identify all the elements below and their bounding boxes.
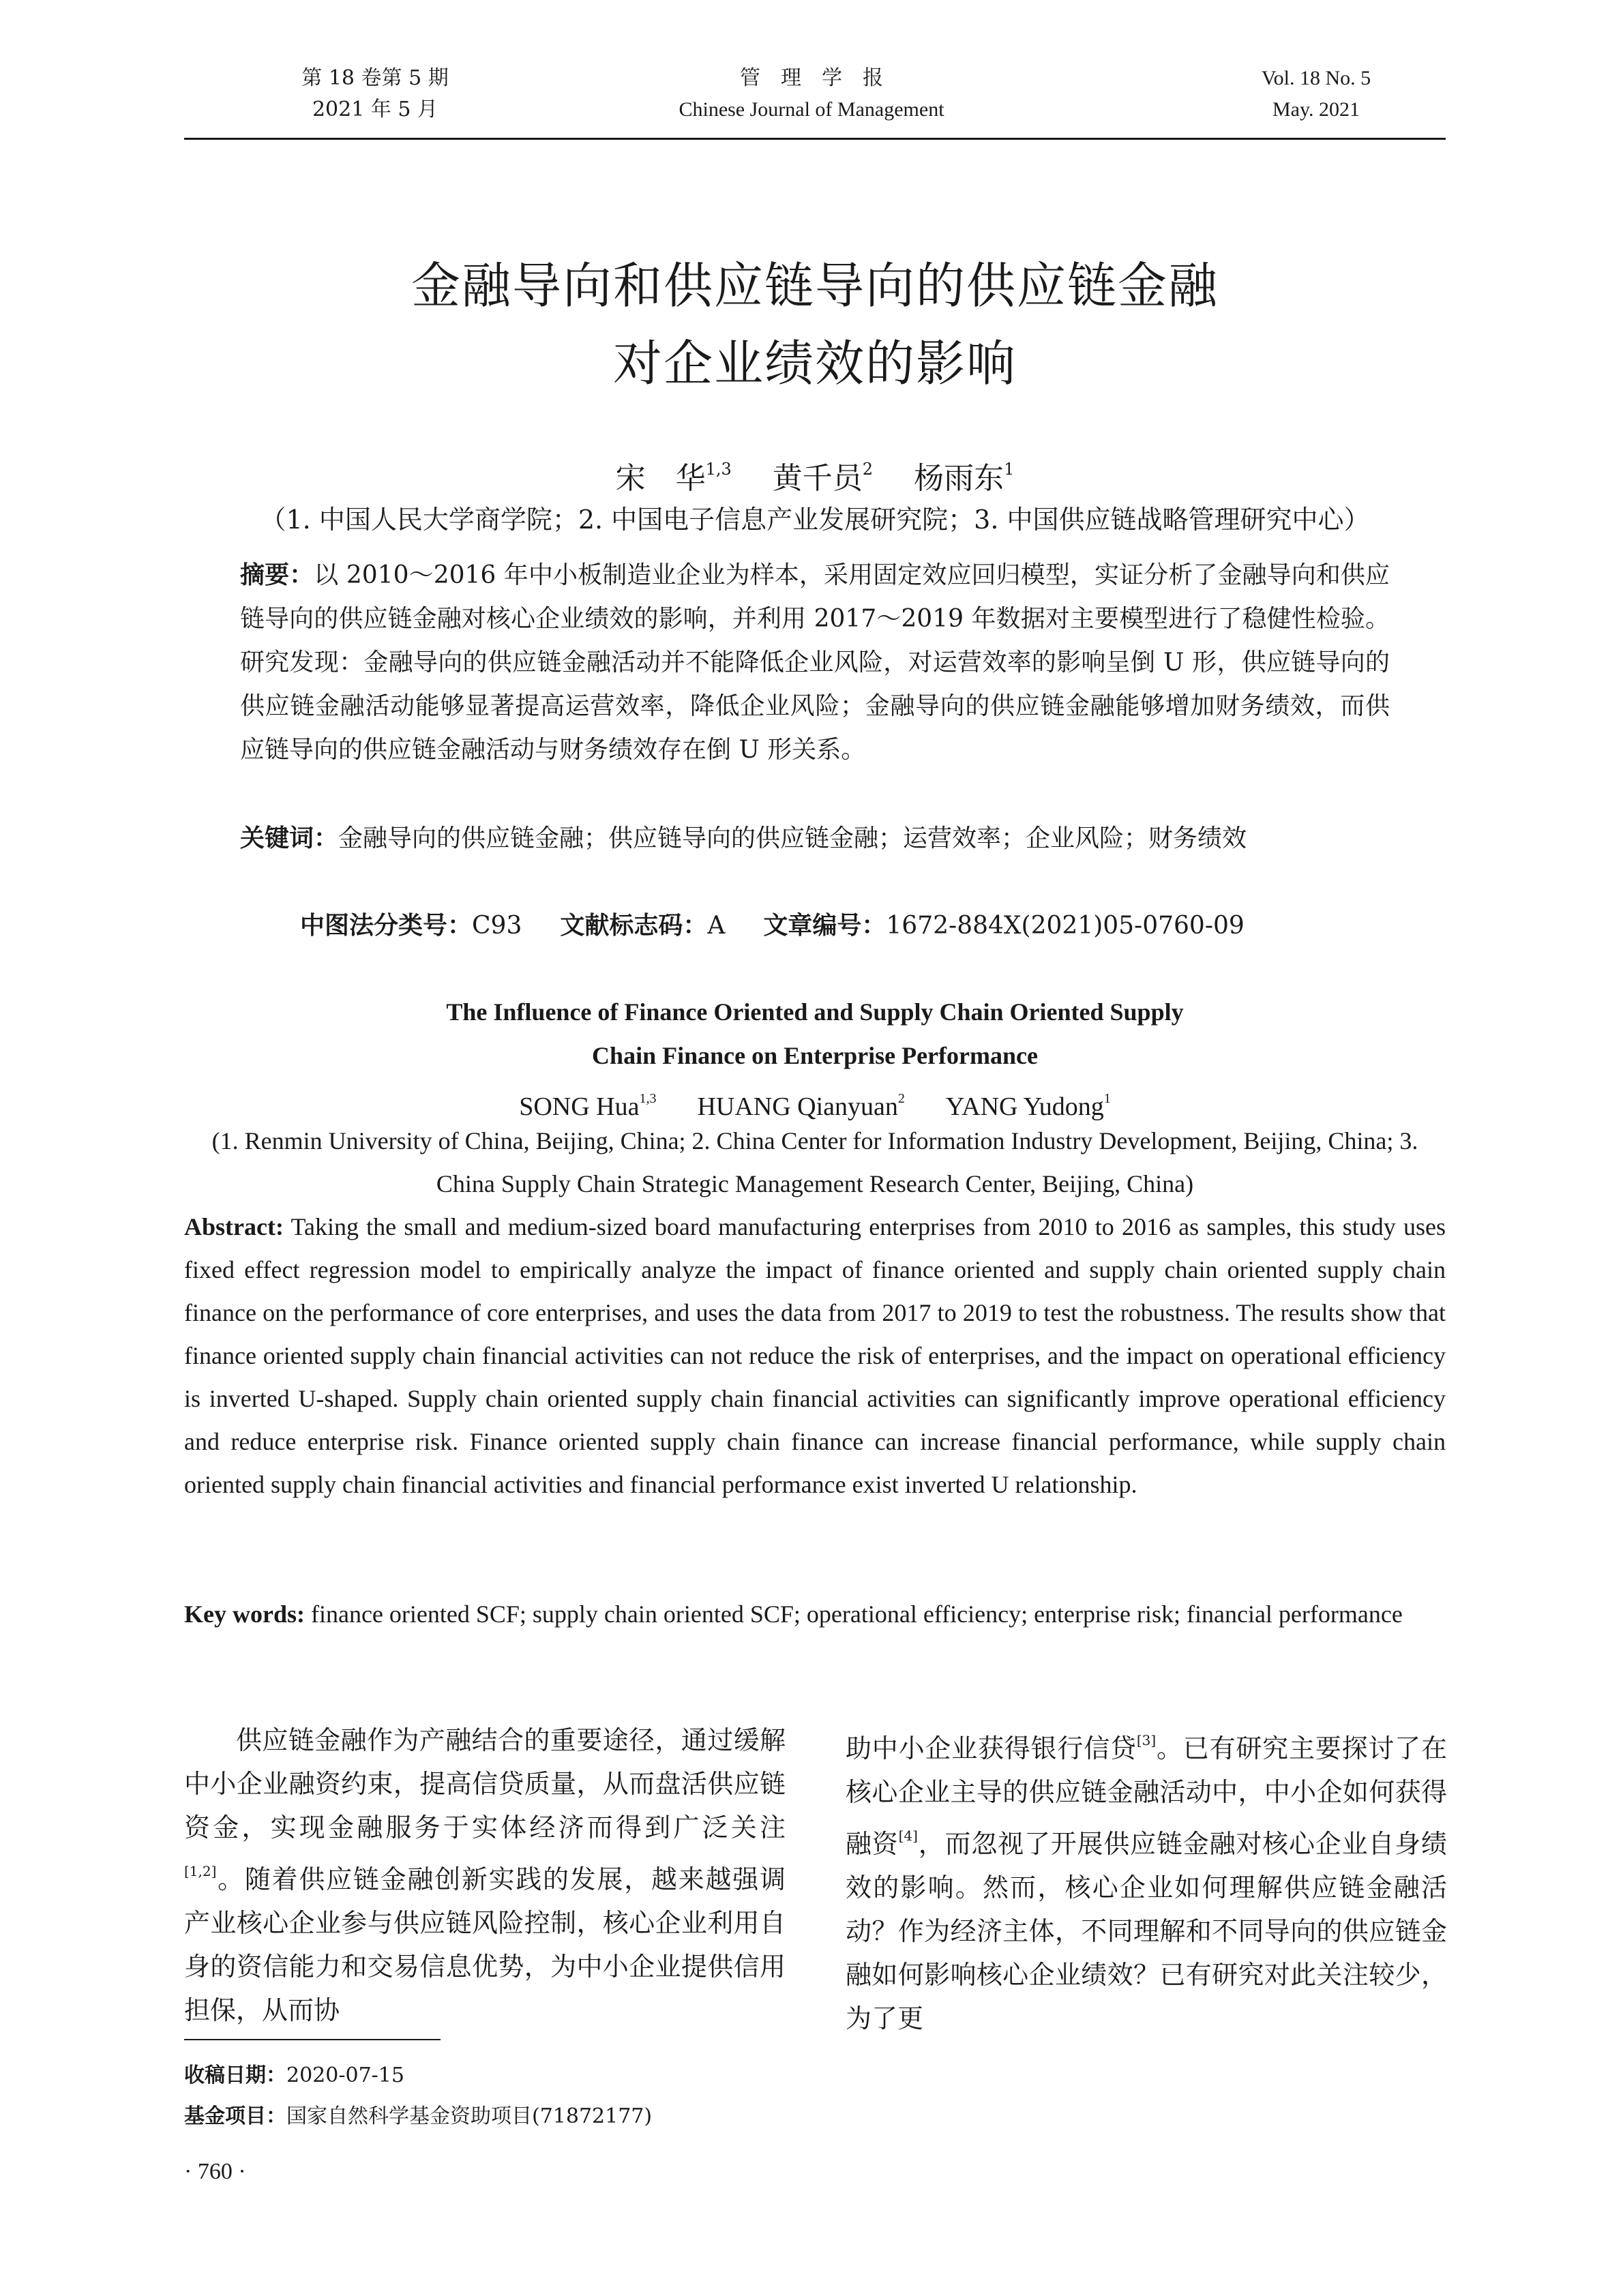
header-rule: [184, 138, 1446, 140]
header-journal-name: [641, 63, 982, 125]
clc-value: C93: [472, 912, 522, 940]
keywords-en: [184, 1593, 1446, 1636]
header-volume-en: [1214, 63, 1418, 125]
body-column-right: [846, 1718, 1447, 2040]
citation-3: [3]: [1136, 1732, 1157, 1748]
footnote-fund: [184, 2100, 652, 2133]
keywords-en-text: finance oriented SCF; supply chain oriented SCF; operational efficiency; enterprise risk; financial performance: [310, 1600, 1403, 1628]
author-cn-1-affil: 1,3: [705, 460, 732, 479]
fund-label: 基金项目：: [184, 2104, 286, 2128]
classification-line: [300, 904, 1391, 948]
affiliations-en: (1. Renmin University of China, Beijing, China; 2. China Center for Information Industry Development, Beijing, China; 3. China Supply Chain Strategic Management Research Center, Beijing, China): [211, 1127, 1418, 1197]
header-date-cn: 2021 年 5 月: [312, 98, 438, 121]
header-volume-issue: [273, 63, 477, 125]
abstract-cn-text: 以 2010～2016 年中小板制造业企业为样本，采用固定效应回归模型，实证分析了金融导向和供应链导向的供应链金融对核心企业绩效的影响，并利用 2017～2019 年数据对主要模型进行了稳健性检验。研究发现：金融导向的供应链金融活动并不能降低企业风险，对运营效率的影响呈倒 U 形，供应链导向的供应链金融活动能够显著提高运营效率，降低企业风险；金融导向的供应链金融能够增加财务绩效，而供应链导向的供应链金融活动与财务绩效存在倒 U 形关系。: [240, 561, 1390, 764]
header-month-year: May. 2021: [1272, 98, 1360, 121]
author-en-1-affil: 1,3: [639, 1091, 657, 1106]
body-left-text-2: 。随着供应链金融创新实践的发展，越来越强调产业核心企业参与供应链风险控制，核心企业利用自身的资信能力和交易信息优势，为中小企业提供信用担保，从而协: [184, 1864, 786, 2025]
author-cn-2: 黄千员: [772, 461, 863, 496]
body-right-text-3: ，而忽视了开展供应链金融对核心企业自身绩效的影响。然而，核心企业如何理解供应链金融活动？作为经济主体，不同理解和不同导向的供应链金融如何影响核心企业绩效？已有研究对此关注较少，为了更: [846, 1829, 1447, 2033]
header-volume-cn: 第 18 卷第 5 期: [301, 66, 449, 90]
article-no-label: 文章编号：: [763, 912, 887, 940]
affiliations-cn: （1. 中国人民大学商学院；2. 中国电子信息产业发展研究院；3. 中国供应链战略管理研究中心）: [260, 505, 1370, 535]
keywords-cn-text: 金融导向的供应链金融；供应链导向的供应链金融；运营效率；企业风险；财务绩效: [338, 824, 1247, 852]
body-left-text-1: 供应链金融作为产融结合的重要途径，通过缓解中小企业融资约束，提高信贷质量，从而盘活供应链资金，实现金融服务于实体经济而得到广泛关注: [184, 1725, 786, 1843]
body-right-text-1: 助中小企业获得银行信贷: [846, 1733, 1137, 1763]
clc-label: 中图法分类号：: [300, 912, 473, 940]
keywords-cn-label: 关键词：: [240, 824, 339, 852]
citation-1-2: [1,2]: [184, 1863, 217, 1879]
article-title-cn: [184, 247, 1446, 402]
abstract-cn-label: 摘要：: [240, 561, 314, 589]
author-cn-3: 杨雨东: [914, 461, 1004, 496]
article-title-cn-line1: 金融导向和供应链导向的供应链金融: [411, 257, 1219, 314]
authors-cn: [184, 449, 1446, 499]
author-en-2-affil: 2: [897, 1091, 905, 1106]
body-right-text-2: 。已有研究主要探讨了在核心企业主导的供应链金融活动中，中小企如何获得融资: [846, 1733, 1447, 1859]
page-number: · 760 ·: [184, 2159, 246, 2184]
fund-value: 国家自然科学基金资助项目(71872177): [286, 2104, 653, 2128]
doc-code-value: A: [707, 912, 726, 940]
abstract-cn: [240, 554, 1390, 772]
header-journal-en: Chinese Journal of Management: [679, 98, 944, 121]
header-journal-cn: 管 理 学 报: [740, 66, 883, 90]
body-column-left: [184, 1718, 786, 2032]
author-cn-3-affil: 1: [1004, 460, 1015, 479]
author-en-2: HUANG Qianyuan: [697, 1092, 898, 1121]
article-title-cn-line2: 对企业绩效的影响: [612, 335, 1017, 392]
received-label: 收稿日期：: [184, 2063, 286, 2087]
author-en-3: YANG Yudong: [945, 1092, 1104, 1121]
keywords-en-label: Key words:: [184, 1600, 305, 1628]
article-title-en-line2: Chain Finance on Enterprise Performance: [592, 1042, 1038, 1069]
author-en-3-affil: 1: [1103, 1091, 1111, 1106]
doc-code-label: 文献标志码：: [560, 912, 708, 940]
author-cn-1: 宋 华: [615, 461, 706, 496]
received-date: 2020-07-15: [286, 2063, 404, 2087]
author-cn-2-affil: 2: [862, 460, 874, 479]
author-en-1: SONG Hua: [519, 1092, 640, 1121]
citation-4: [4]: [898, 1828, 918, 1844]
header-vol-no: Vol. 18 No. 5: [1261, 67, 1371, 89]
article-title-en: [184, 990, 1446, 1077]
abstract-en-label: Abstract:: [184, 1213, 284, 1240]
footnote-rule: [184, 2039, 441, 2040]
article-no-value: 1672-884X(2021)05-0760-09: [886, 912, 1245, 940]
footnote-received: [184, 2059, 404, 2092]
abstract-en: [184, 1206, 1446, 1506]
article-title-en-line1: The Influence of Finance Oriented and Supply Chain Oriented Supply: [446, 998, 1184, 1026]
abstract-en-text: Taking the small and medium-sized board manufacturing enterprises from 2010 to 2016 as samples, this study uses fixed effect regression model to empirically analyze the impact of finance oriented and supply chain oriented supply chain finance on the performance of core enterprises, and uses the data from 2017 to 2019 to test the robustness. The results show that finance oriented supply chain financial activities can not reduce the risk of enterprises, and the impact on operational efficiency is inverted U-shaped. Supply chain oriented supply chain financial activities can significantly improve operational efficiency and reduce enterprise risk. Finance oriented supply chain finance can increase financial performance, while supply chain oriented supply chain financial activities and financial performance exist inverted U relationship.: [184, 1213, 1446, 1498]
keywords-cn: [240, 817, 1390, 861]
